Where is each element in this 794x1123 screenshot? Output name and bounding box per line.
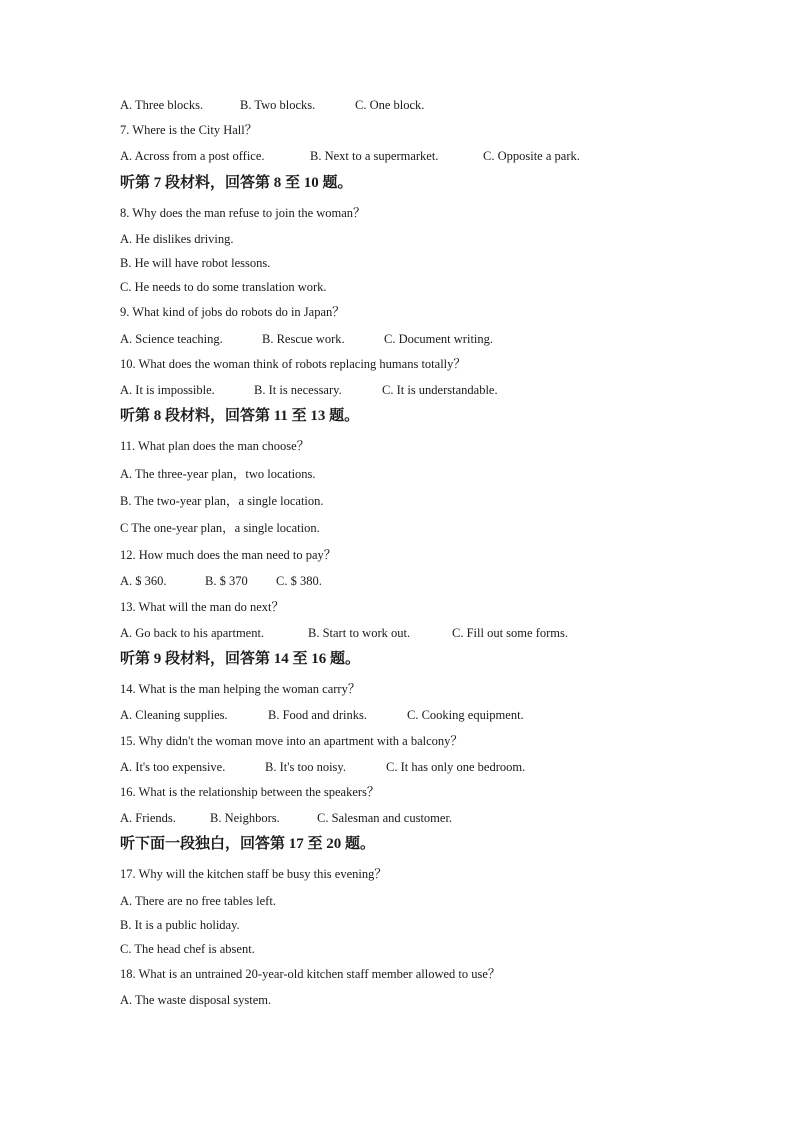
answer-option: A. There are no free tables left.	[120, 894, 276, 908]
answer-option: B. Food and drinks.	[268, 708, 367, 722]
question-text: 17. Why will the kitchen staff be busy this evening？	[120, 867, 387, 881]
answer-option: A. Three blocks.	[120, 98, 204, 112]
answer-option: A. $ 360.	[120, 574, 167, 588]
answer-option: A. Across from a post office.	[120, 149, 265, 163]
answer-option: B. It is necessary.	[254, 383, 342, 397]
answer-option: C. $ 380.	[276, 574, 322, 588]
answer-option: C. Document writing.	[384, 332, 494, 346]
section-heading: 听下面一段独白，回答第 17 至 20 题。	[120, 836, 376, 852]
answer-option: B. $ 370	[205, 574, 248, 588]
answer-option: C. Fill out some forms.	[452, 626, 568, 640]
question-text: 13. What will the man do next？	[120, 600, 284, 614]
answer-option: C. One block.	[355, 98, 425, 112]
question-text: 15. Why didn't the woman move into an apartment with a balcony？	[120, 734, 463, 748]
answer-option: A. Friends.	[120, 811, 176, 825]
answer-option: A. He dislikes driving.	[120, 232, 234, 246]
answer-option: A. It's too expensive.	[120, 760, 226, 774]
question-text: 9. What kind of jobs do robots do in Japan？	[120, 305, 345, 319]
section-heading: 听第 8 段材料，回答第 11 至 13 题。	[120, 408, 360, 424]
question-text: 12. How much does the man need to pay？	[120, 548, 337, 562]
answer-option: A. The three-year plan，two locations.	[120, 467, 316, 481]
answer-option: A. Cleaning supplies.	[120, 708, 228, 722]
answer-option: A. It is impossible.	[120, 383, 215, 397]
answer-option: C. Cooking equipment.	[407, 708, 524, 722]
question-text: 14. What is the man helping the woman carry？	[120, 682, 361, 696]
answer-option: B. It's too noisy.	[265, 760, 346, 774]
answer-option: B. It is a public holiday.	[120, 918, 240, 932]
answer-option: B. Two blocks.	[240, 98, 316, 112]
answer-option: B. Neighbors.	[210, 811, 280, 825]
answer-option: B. He will have robot lessons.	[120, 256, 271, 270]
question-text: 8. Why does the man refuse to join the woman？	[120, 206, 366, 220]
answer-option: B. The two-year plan，a single location.	[120, 494, 324, 508]
section-heading: 听第 9 段材料，回答第 14 至 16 题。	[120, 651, 361, 667]
section-heading: 听第 7 段材料，回答第 8 至 10 题。	[120, 175, 353, 191]
answer-option: B. Start to work out.	[308, 626, 411, 640]
answer-option: A. Science teaching.	[120, 332, 223, 346]
answer-option: C. He needs to do some translation work.	[120, 280, 327, 294]
answer-option: C. It has only one bedroom.	[386, 760, 526, 774]
question-text: 16. What is the relationship between the speakers？	[120, 785, 380, 799]
answer-option: C. Opposite a park.	[483, 149, 580, 163]
answer-option: B. Rescue work.	[262, 332, 345, 346]
answer-option: C. The head chef is absent.	[120, 942, 255, 956]
question-text: 11. What plan does the man choose？	[120, 439, 310, 453]
question-text: 7. Where is the City Hall？	[120, 123, 258, 137]
answer-option: A. Go back to his apartment.	[120, 626, 265, 640]
answer-option: C. It is understandable.	[382, 383, 498, 397]
answer-option: B. Next to a supermarket.	[310, 149, 439, 163]
answer-option: C The one-year plan，a single location.	[120, 521, 320, 535]
question-text: 10. What does the woman think of robots replacing humans totally？	[120, 357, 466, 371]
question-text: 18. What is an untrained 20-year-old kitchen staff member allowed to use？	[120, 967, 501, 981]
answer-option: C. Salesman and customer.	[317, 811, 453, 825]
answer-option: A. The waste disposal system.	[120, 993, 272, 1007]
